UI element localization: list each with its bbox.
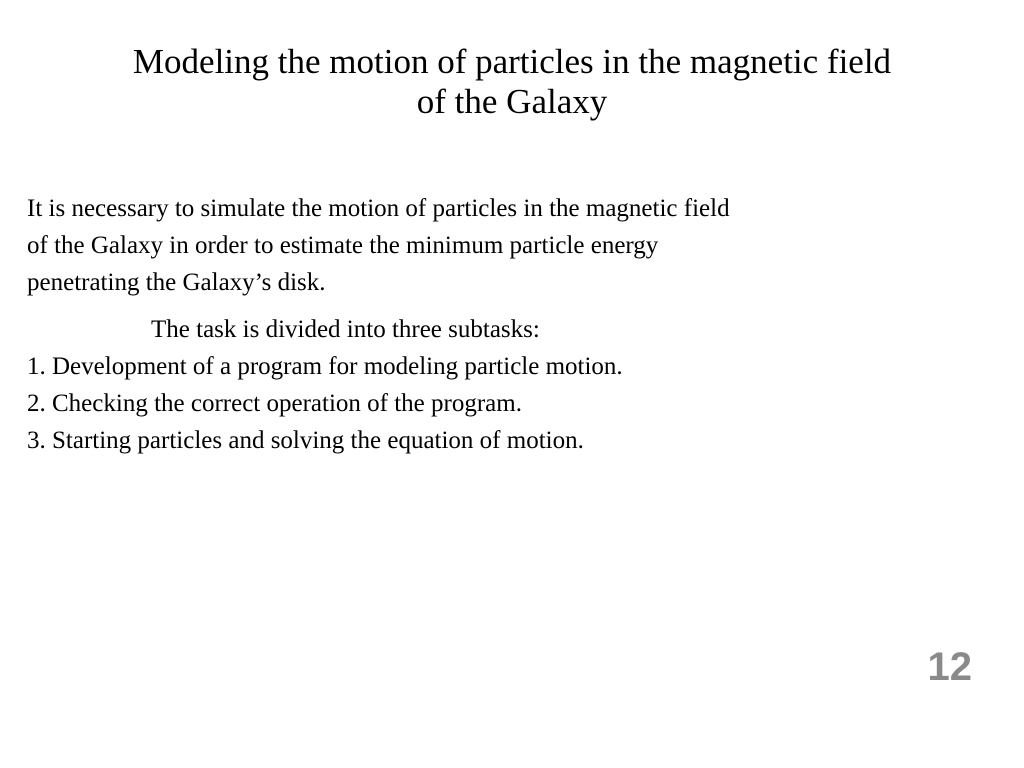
paragraph-line: of the Galaxy in order to estimate the minimum particle energy: [27, 232, 659, 259]
paragraph-line: It is necessary to simulate the motion of particles in the magnetic field: [27, 195, 730, 222]
paragraph-line: penetrating the Galaxy’s disk.: [27, 269, 326, 296]
slide-body: [27, 190, 987, 459]
intro-paragraph: [27, 190, 987, 301]
title-line: Modeling the motion of particles in the magnetic field: [132, 42, 892, 81]
tasks-intro: The task is divided into three subtasks:: [151, 316, 540, 343]
page-number: 12: [927, 645, 972, 689]
title-line: of the Galaxy: [416, 82, 608, 121]
task-item: 2. Checking the correct operation of the program.: [27, 390, 522, 417]
task-item: 3. Starting particles and solving the equation of motion.: [27, 427, 584, 454]
slide-title: [0, 42, 1024, 122]
task-item: 1. Development of a program for modeling particle motion.: [27, 353, 623, 380]
task-list: [27, 348, 987, 459]
